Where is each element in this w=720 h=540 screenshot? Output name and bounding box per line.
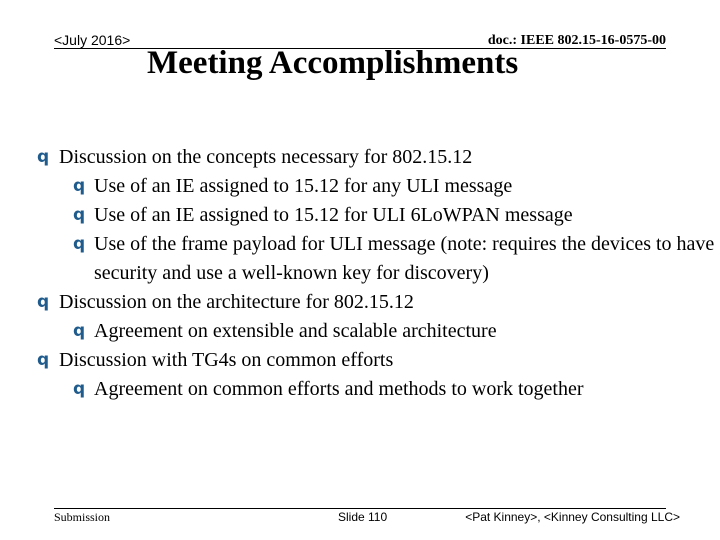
slide-title: Meeting Accomplishments [147, 45, 519, 81]
bullet-text: Discussion with TG4s on common efforts [59, 349, 394, 371]
bullet-text: Agreement on common efforts and methods to work together [94, 378, 584, 400]
bullet-text: Discussion on the concepts necessary for 802.15.12 [59, 146, 473, 168]
checkbox-bullet-icon: q [73, 176, 86, 196]
checkbox-bullet-icon: q [73, 379, 86, 399]
footer-divider [54, 508, 666, 509]
footer-submission: Submission [54, 510, 111, 524]
bullet-text: Agreement on extensible and scalable architecture [94, 320, 497, 342]
bullet-item [0, 317, 720, 346]
bullet-text: Use of an IE assigned to 15.12 for any ULI message [94, 175, 513, 197]
bullet-text: Use of an IE assigned to 15.12 for ULI 6LoWPAN message [94, 204, 573, 226]
footer-slide-number: Slide 110 [338, 510, 388, 524]
bullet-item [0, 201, 720, 230]
bullet-item [0, 172, 720, 201]
footer-author: <Pat Kinney>, <Kinney Consulting LLC> [465, 510, 680, 524]
bullet-item [0, 143, 720, 172]
bullet-item [0, 230, 720, 288]
bullet-list [0, 143, 720, 404]
checkbox-bullet-icon: q [37, 147, 50, 167]
checkbox-bullet-icon: q [37, 350, 50, 370]
header-doc-id: doc.: IEEE 802.15-16-0575-00 [487, 33, 666, 48]
header-date: <July 2016> [54, 32, 131, 48]
checkbox-bullet-icon: q [37, 292, 50, 312]
checkbox-bullet-icon: q [73, 321, 86, 341]
checkbox-bullet-icon: q [73, 205, 86, 225]
bullet-item [0, 288, 720, 317]
bullet-text: Use of the frame payload for ULI message (note: requires the devices to have security and use a well-known key for discovery) [94, 233, 715, 284]
checkbox-bullet-icon: q [73, 234, 86, 254]
bullet-item [0, 346, 720, 375]
bullet-text: Discussion on the architecture for 802.15.12 [59, 291, 414, 313]
bullet-item [0, 375, 720, 404]
